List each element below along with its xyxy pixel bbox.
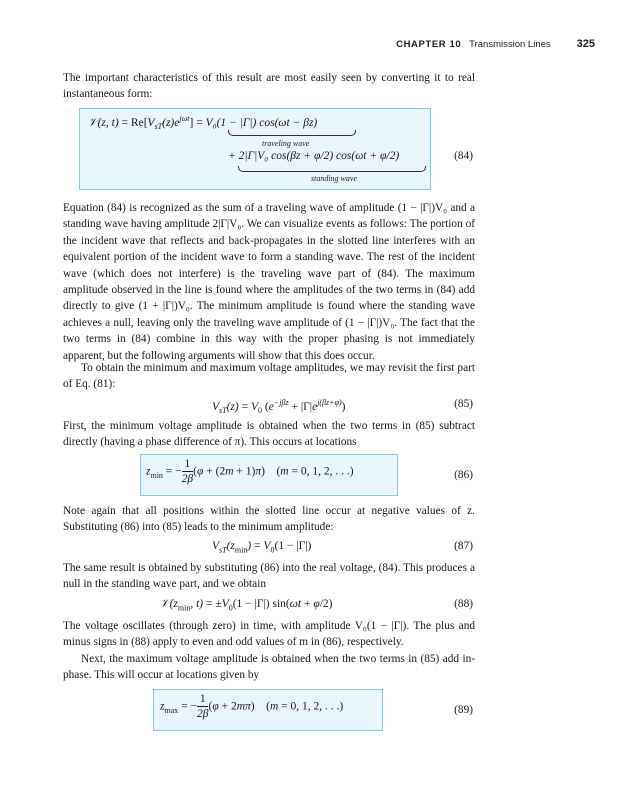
equation-85: $V_{sT}(z) = V_0$ $(e^{-j\beta z} + |\Gamma|e^{j(\beta z+\varphi)})$ [212, 398, 346, 416]
traveling-wave-label: traveling wave [262, 139, 310, 148]
equation-86: $z_{min}$ = − $\frac{1}{2\beta}$ (φ + (2m + 1)π) (m = 0, 1, 2, . . .) [146, 458, 354, 485]
paragraph-7: The voltage oscillates (through zero) in time, with amplitude V₀(1 − |Γ|). The plus and minus signs in (88) apply to even and odd values of m in (86), respectively. [63, 620, 475, 649]
equation-85-number: (85) [454, 398, 473, 410]
equation-84-line-2: + 2|Γ|V₀ cos(βz + φ/2) cos(ωt + φ/2) [228, 150, 400, 162]
equation-88: $𝒱(z_{min}$, $t) = \pm V_0(1 - |\Gamma|) \sin(\omega t + \varphi/2)$ [160, 598, 333, 613]
equation-84-line-1: 𝒱(z, $t) = Re[V_{sT}(z)e^{j\omega t}] = V_0(1 - |\Gamma|) \cos(\omega t - \beta z)$ [88, 114, 318, 132]
equation-89-number: (89) [454, 704, 473, 716]
equation-84-number: (84) [454, 150, 473, 162]
page-number: 325 [576, 38, 595, 50]
equation-89: $z_{max}$ = − $\frac{1}{2\beta}$ (φ + 2mπ) (m = 0, 1, 2, . . .) [160, 693, 344, 720]
traveling-wave-brace [228, 130, 356, 136]
paragraph-3: To obtain the minimum and maximum voltage amplitudes, we may revisit the first part of Eq. (81): [63, 362, 475, 391]
standing-wave-label: standing wave [311, 174, 357, 183]
equation-86-number: (86) [454, 469, 473, 481]
equation-88-number: (88) [454, 598, 473, 610]
chapter-title: Transmission Lines [469, 39, 551, 50]
paragraph-1: The important characteristics of this result are most easily seen by converting it to real instantaneous form: [63, 72, 475, 101]
paragraph-4: First, the minimum voltage amplitude is obtained when the two terms in (85) subtract directly (having a phase difference of π). This occurs at locations [63, 420, 475, 449]
paragraph-5: Note again that all positions within the slotted line occur at negative values of z. Substituting (86) into (85) leads to the minimum amplitude: [63, 505, 475, 534]
equation-87: $V_{sT}(z_{min}) = V_0(1 - |\Gamma|)$ [212, 540, 312, 555]
running-header [396, 38, 595, 50]
standing-wave-brace [238, 166, 426, 172]
paragraph-2: Equation (84) is recognized as the sum of a traveling wave of amplitude (1 − |Γ|)V₀ and a standing wave having amplitude 2|Γ|V₀. We can visualize events as follows: The portion of the incident wave that reflects and back-propagates in the slotted line interferes with an equivalent portion of the incident wave to form a standing wave. The rest of the incident wave (which does not interfere) is the traveling wave part of (84). The maximum amplitude observed in the line is found where the amplitudes of the two terms in (84) add directly to give (1 + |Γ|)V₀. The minimum amplitude is found where the standing wave achieves a null, leaving only the traveling wave amplitude of (1 − |Γ|)V₀. The fact that the two terms in (84) combine in this way with the proper phasing is not immediately apparent, but the following arguments will show that this does occur. [63, 202, 475, 362]
paragraph-8: Next, the maximum voltage amplitude is obtained when the two terms in (85) add in-phase. This will occur at locations given by [63, 653, 475, 682]
paragraph-6: The same result is obtained by substituting (86) into the real voltage, (84). This produces a null in the standing wave part, and we obtain [63, 562, 475, 591]
chapter-label: CHAPTER 10 [396, 39, 462, 50]
equation-87-number: (87) [454, 540, 473, 552]
